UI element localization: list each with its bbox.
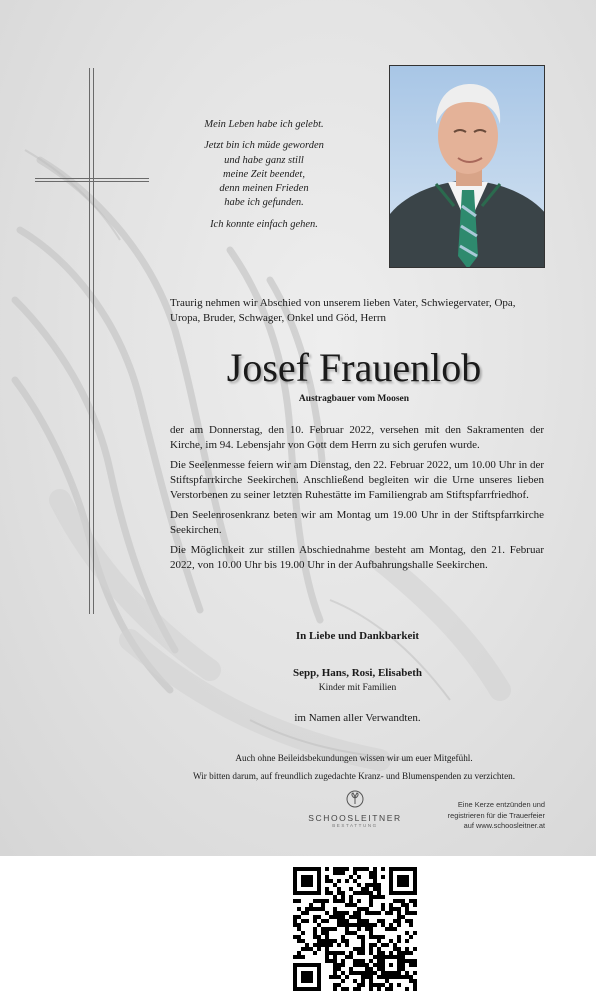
note-line: Auch ohne Beileidsbekundungen wissen wir um euer Mitgefühl. [235, 753, 473, 763]
body-paragraph: der am Donnerstag, den 10. Februar 2022, versehen mit den Sakramenten der Kirche, im 94. Lebensjahr von Gott dem Herrn zu sich gerufen wurde. [170, 424, 544, 451]
logo-tagline: BESTATTUNG [332, 823, 378, 828]
poem-line: Jetzt bin ich müde geworden [204, 140, 324, 152]
notes [150, 749, 558, 785]
poem-line: denn meinen Frieden [219, 183, 309, 195]
family-names: Sepp, Hans, Rosi, Elisabeth [293, 667, 422, 679]
cross-horizontal-beam [35, 178, 149, 182]
portrait-photo [389, 65, 545, 268]
deceased-subtitle: Austragbauer vom Moosen [298, 394, 410, 404]
note-line: Wir bitten darum, auf freundlich zugedachte Kranz- und Blumenspenden zu verzichten. [192, 771, 516, 781]
flower-emblem-icon [346, 790, 364, 808]
body-paragraph: Die Möglichkeit zur stillen Abschiednahme besteht am Montag, den 21. Februar 2022, von 10.00 Uhr bis 19.00 Uhr in der Aufbahrungshalle Seekirchen. [170, 544, 544, 571]
candle-info [420, 800, 545, 832]
poem-line: und habe ganz still [224, 154, 304, 166]
funeral-home-logo [306, 790, 404, 828]
memorial-poem [152, 118, 376, 239]
candle-line: Eine Kerze entzünden und [457, 800, 545, 809]
body-paragraph: Den Seelenrosenkranz beten wir am Montag um 19.00 Uhr in der Stiftspfarrkirche Seekirchen. [170, 509, 544, 536]
poem-line: Ich konnte einfach gehen. [210, 218, 318, 230]
family-subtitle: Kinder mit Familien [318, 683, 397, 693]
poem-line: Mein Leben habe ich gelebt. [204, 119, 324, 130]
portrait-illustration [390, 66, 545, 268]
poem-line: meine Zeit beendet, [223, 168, 305, 180]
deceased-name: Josef Frauenlob [226, 345, 482, 390]
qr-code[interactable] [293, 867, 417, 991]
intro-text: Traurig nehmen wir Abschied von unserem lieben Vater, Schwiegervater, Opa, Uropa, Bruder, Schwager, Onkel und Göd, Herrn [170, 297, 516, 324]
announcement-body [170, 423, 544, 578]
candle-link[interactable]: auf www.schoosleitner.at [463, 821, 545, 830]
poem-stanza [152, 139, 376, 210]
relatives-line: im Namen aller Verwandten. [294, 712, 421, 724]
body-paragraph: Die Seelenmesse feiern wir am Dienstag, den 22. Februar 2022, um 10.00 Uhr in der Stiftspfarrkirche Seekirchen. Anschließend begleiten wir die Urne unseres lieben Verstorbenen zu seiner letzten Ruhestätte im Familiengrab am Stiftspfarrfriedhof. [170, 459, 544, 501]
logo-name: SCHOOSLEITNER [308, 813, 402, 823]
candle-line: registrieren für die Trauerfeier [447, 810, 545, 820]
poem-line: habe ich gefunden. [224, 197, 304, 209]
closing-line: In Liebe und Dankbarkeit [295, 630, 420, 642]
cross-vertical-beam [89, 68, 94, 614]
